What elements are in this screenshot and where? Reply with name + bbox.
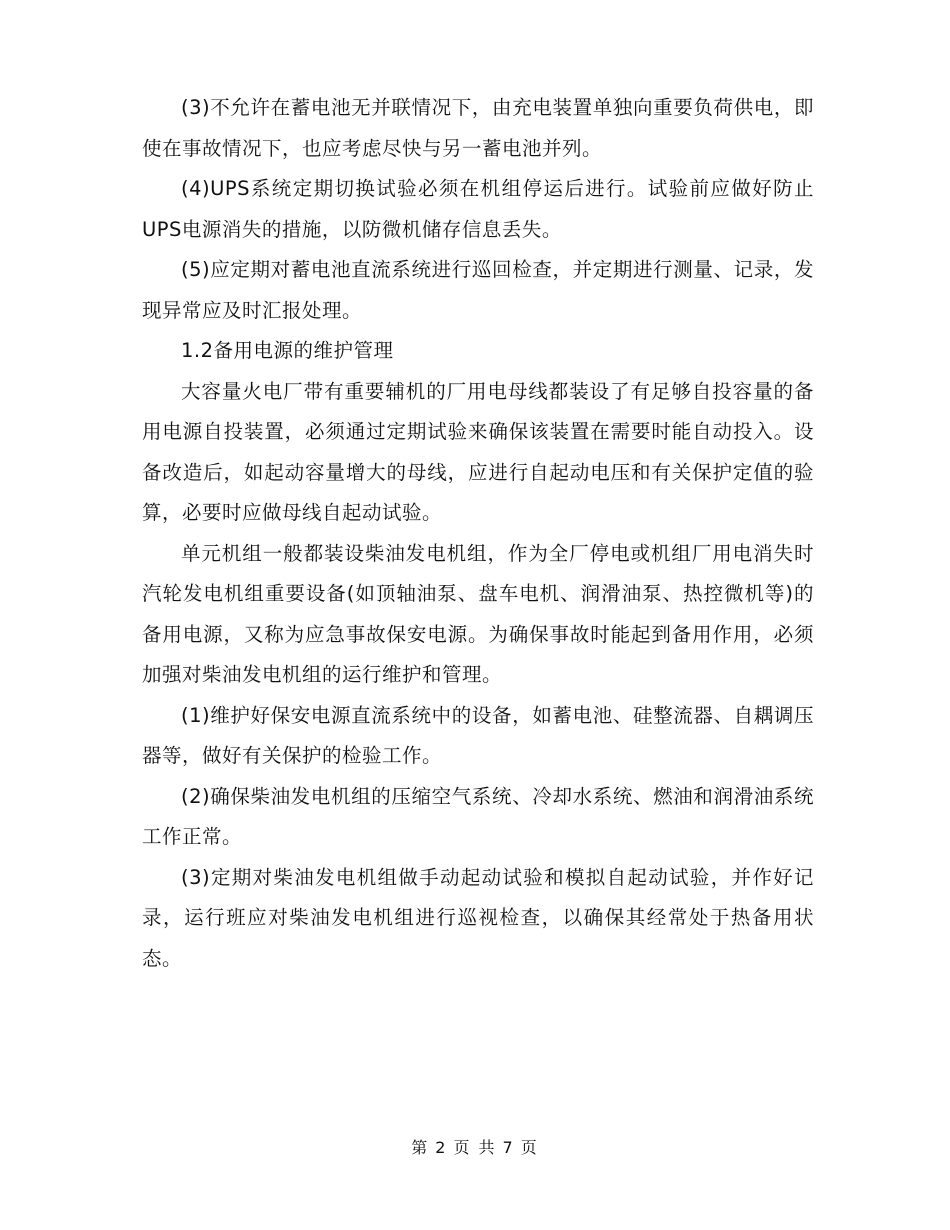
footer-prefix: 第 bbox=[411, 1138, 430, 1157]
paragraph-ups-test: (4)UPS系统定期切换试验必须在机组停运后进行。试验前应做好防止UPS电源消失的措施，以防微机储存信息丢失。 bbox=[142, 177, 814, 241]
footer-page-number: 2 bbox=[435, 1138, 448, 1157]
footer-total-pages: 7 bbox=[502, 1138, 515, 1157]
footer-middle: 页 共 bbox=[453, 1138, 497, 1157]
paragraph-diesel-systems: (2)确保柴油发电机组的压缩空气系统、冷却水系统、燃油和润滑油系统工作正常。 bbox=[142, 784, 814, 848]
footer-suffix: 页 bbox=[520, 1138, 539, 1157]
paragraph-diesel-tests: (3)定期对柴油发电机组做手动起动试验和模拟自起动试验，并作好记录，运行班应对柴油发电机组进行巡视检查，以确保其经常处于热备用状态。 bbox=[142, 865, 814, 970]
paragraph-battery-parallel: (3)不允许在蓄电池无并联情况下，由充电装置单独向重要负荷供电，即使在事故情况下，也应考虑尽快与另一蓄电池并列。 bbox=[142, 96, 814, 160]
paragraph-auto-switch: 大容量火电厂带有重要辅机的厂用电母线都装设了有足够自投容量的备用电源自投装置，必须通过定期试验来确保该装置在需要时能自动投入。设备改造后，如起动容量增大的母线，应进行自起动电压和有关保护定值的验算，必要时应做母线自起动试验。 bbox=[142, 379, 814, 524]
paragraph-battery-inspection: (5)应定期对蓄电池直流系统进行巡回检查，并定期进行测量、记录，发现异常应及时汇报处理。 bbox=[142, 258, 814, 322]
paragraph-diesel-generator: 单元机组一般都装设柴油发电机组，作为全厂停电或机组厂用电消失时汽轮发电机组重要设备(如顶轴油泵、盘车电机、润滑油泵、热控微机等)的备用电源，又称为应急事故保安电源。为确保事故时能起到备用作用，必须加强对柴油发电机组的运行维护和管理。 bbox=[142, 541, 814, 686]
paragraph-maintain-dc-system: (1)维护好保安电源直流系统中的设备，如蓄电池、硅整流器、自耦调压器等，做好有关保护的检验工作。 bbox=[142, 703, 814, 767]
document-body bbox=[142, 88, 814, 979]
page-footer bbox=[0, 1135, 950, 1158]
section-heading-backup-power: 1.2备用电源的维护管理 bbox=[181, 339, 394, 362]
